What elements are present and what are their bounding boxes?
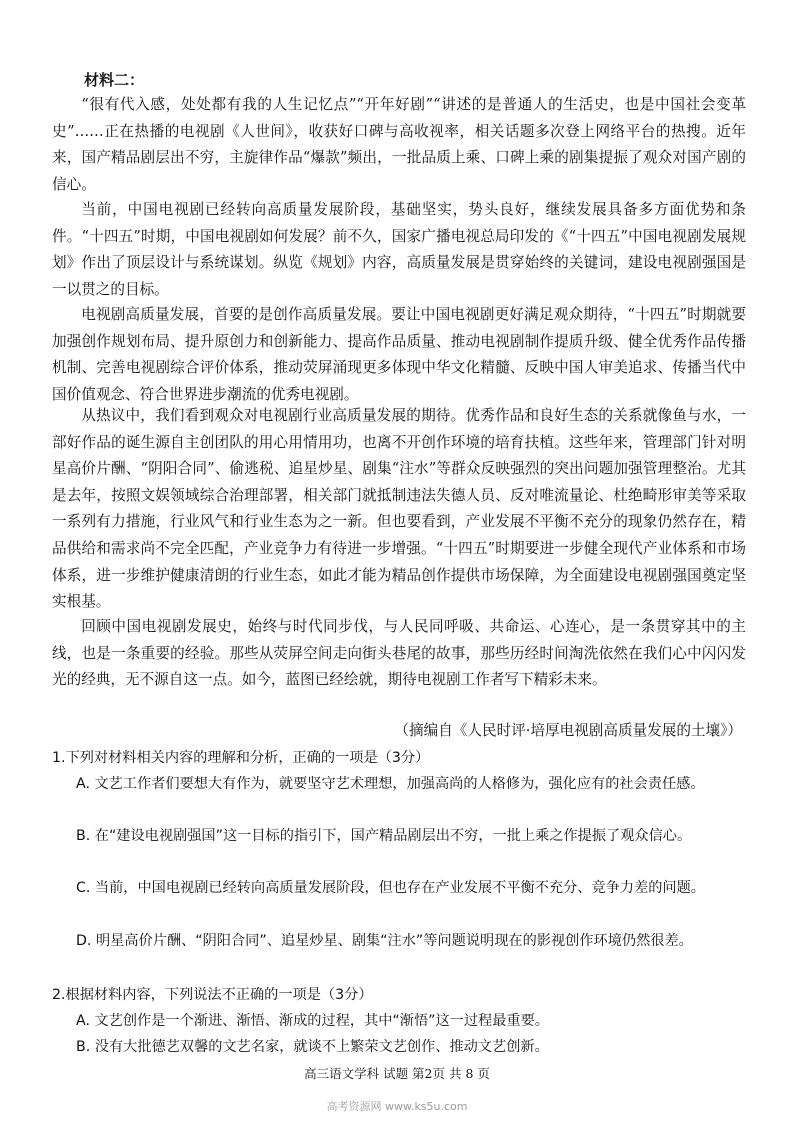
watermark: 高考资源网 www.ks5u.com (326, 1100, 468, 1113)
question-1-option-d: D. 明星高价片酬、“阴阳合同”、追星炒星、剧集“注水”等问题说明现在的影视创作环境仍然很差。 (76, 933, 693, 949)
paragraph-2: 当前，中国电视剧已经转向高质量发展阶段，基础坚实，势头良好，继续发展具备多方面优势和条件。“十四五”时期，中国电视剧如何发展？前不久，国家广播电视总局印发的《“十四五”中国电视剧发展规划》作出了顶层设计与系统谋划。纵览《规划》内容，高质量发展是贯穿始终的关键词，建设电视剧强国是一以贯之的目标。 (52, 201, 746, 298)
question-1-option-c: C. 当前，中国电视剧已经转向高质量发展阶段，但也存在产业发展不平衡不充分、竞争力差的问题。 (76, 880, 705, 896)
question-2-option-b: B. 没有大批德艺双馨的文艺名家，就谈不上繁荣文艺创作、推动文艺创新。 (76, 1039, 549, 1055)
question-2-stem: 2.根据材料内容，下列说法不正确的一项是（3分） (52, 987, 373, 1003)
question-2-option-a: A. 文艺创作是一个渐进、渐悟、渐成的过程，其中“渐悟”这一过程最重要。 (76, 1013, 549, 1029)
question-1-option-b: B. 在“建设电视剧强国”这一目标的指引下，国产精品剧层出不穷，一批上乘之作提振了观众信心。 (76, 828, 692, 844)
paragraph-3: 电视剧高质量发展，首要的是创作高质量发展。要让中国电视剧更好满足观众期待，“十四五”时期就要加强创作规划布局、提升原创力和创新能力、提高作品质量、推动电视剧制作提质升级、健全优秀作品传播机制、完善电视剧综合评价体系，推动荧屏涌现更多体现中华文化精髓、反映中国人审美追求、传播当代中国价值观念、符合世界进步潮流的优秀电视剧。 (52, 306, 746, 403)
section-title: 材料二： (84, 71, 145, 89)
source-citation: （摘编自《人民时评·培厚电视剧高质量发展的土壤》） (394, 722, 742, 739)
paragraph-4: 从热议中，我们看到观众对电视剧行业高质量发展的期待。优秀作品和良好生态的关系就像鱼与水，一部好作品的诞生源自主创团队的用心用情用功，也离不开创作环境的培育扶植。这些年来，管理部门针对明星高价片酬、“阴阳合同”、偷逃税、追星炒星、剧集“注水”等群众反映强烈的突出问题加强管理整治。尤其是去年，按照文娱领域综合治理部署，相关部门就抵制违法失德人员、反对唯流量论、杜绝畸形审美等采取一系列有力措施，行业风气和行业生态为之一新。但也要看到，产业发展不平衡不充分的现象仍然存在，精品供给和需求尚不完全匹配，产业竞争力有待进一步增强。“十四五”时期要进一步健全现代产业体系和市场体系，进一步维护健康清朗的行业生态，如此才能为精品创作提供市场保障，为全面建设电视剧强国奠定坚实根基。 (52, 407, 746, 611)
page-footer: 高三语文学科 试题 第2页 共 8 页 (304, 1066, 490, 1081)
paragraph-5: 回顾中国电视剧发展史，始终与时代同步伐，与人民同呼吸、共命运、心连心，是一条贯穿其中的主线，也是一条重要的经验。那些从荧屏空间走向街头巷尾的故事，那些历经时间淘洗依然在我们心中闪闪发光的经典，无不源自这一点。如今，蓝图已经绘就，期待电视剧工作者写下精彩未来。 (52, 618, 746, 689)
question-1-option-a: A. 文艺工作者们要想大有作为，就要坚守艺术理想，加强高尚的人格修为，强化应有的社会责任感。 (76, 776, 705, 792)
paragraph-1: “很有代入感，处处都有我的人生记忆点”“开年好剧”“讲述的是普通人的生活史，也是中国社会变革史”……正在热播的电视剧《人世间》，收获好口碑与高收视率，相关话题多次登上网络平台的热搜。近年来，国产精品剧层出不穷，主旋律作品“爆款”频出，一批品质上乘、口碑上乘的剧集提振了观众对国产剧的信心。 (52, 96, 746, 193)
question-1-stem: 1.下列对材料相关内容的理解和分析，正确的一项是（3分） (52, 750, 430, 766)
